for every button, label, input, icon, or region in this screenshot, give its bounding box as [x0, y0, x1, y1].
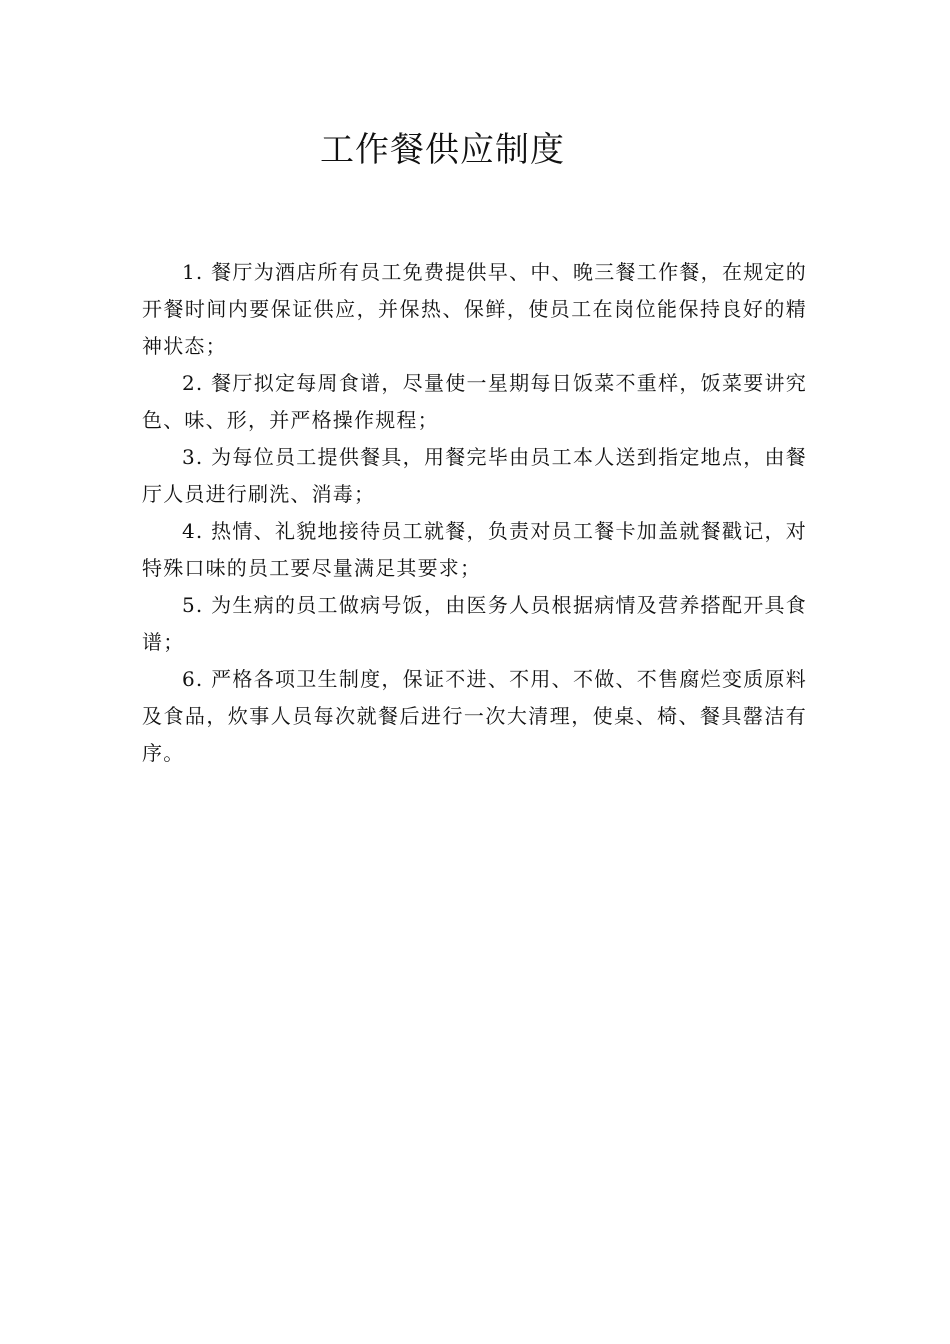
- document-title: 工作餐供应制度: [320, 130, 565, 170]
- rule-paragraph-1: 1. 餐厅为酒店所有员工免费提供早、中、晚三餐工作餐，在规定的开餐时间内要保证供应，并保热、保鲜，使员工在岗位能保持良好的精神状态；: [142, 260, 807, 358]
- rule-paragraph-6: 6. 严格各项卫生制度，保证不进、不用、不做、不售腐烂变质原料及食品，炊事人员每次就餐后进行一次大清理，使桌、椅、餐具罄洁有序。: [142, 667, 807, 765]
- rule-paragraph-4: 4. 热情、礼貌地接待员工就餐，负责对员工餐卡加盖就餐戳记，对特殊口味的员工要尽量满足其要求；: [142, 519, 807, 580]
- document-body: [142, 254, 807, 772]
- rule-paragraph-2: 2. 餐厅拟定每周食谱，尽量使一星期每日饭菜不重样，饭菜要讲究色、味、形，并严格操作规程；: [142, 371, 807, 432]
- rule-paragraph-3: 3. 为每位员工提供餐具，用餐完毕由员工本人送到指定地点，由餐厅人员进行刷洗、消毒；: [142, 445, 807, 506]
- rule-paragraph-5: 5. 为生病的员工做病号饭，由医务人员根据病情及营养搭配开具食谱；: [142, 593, 807, 654]
